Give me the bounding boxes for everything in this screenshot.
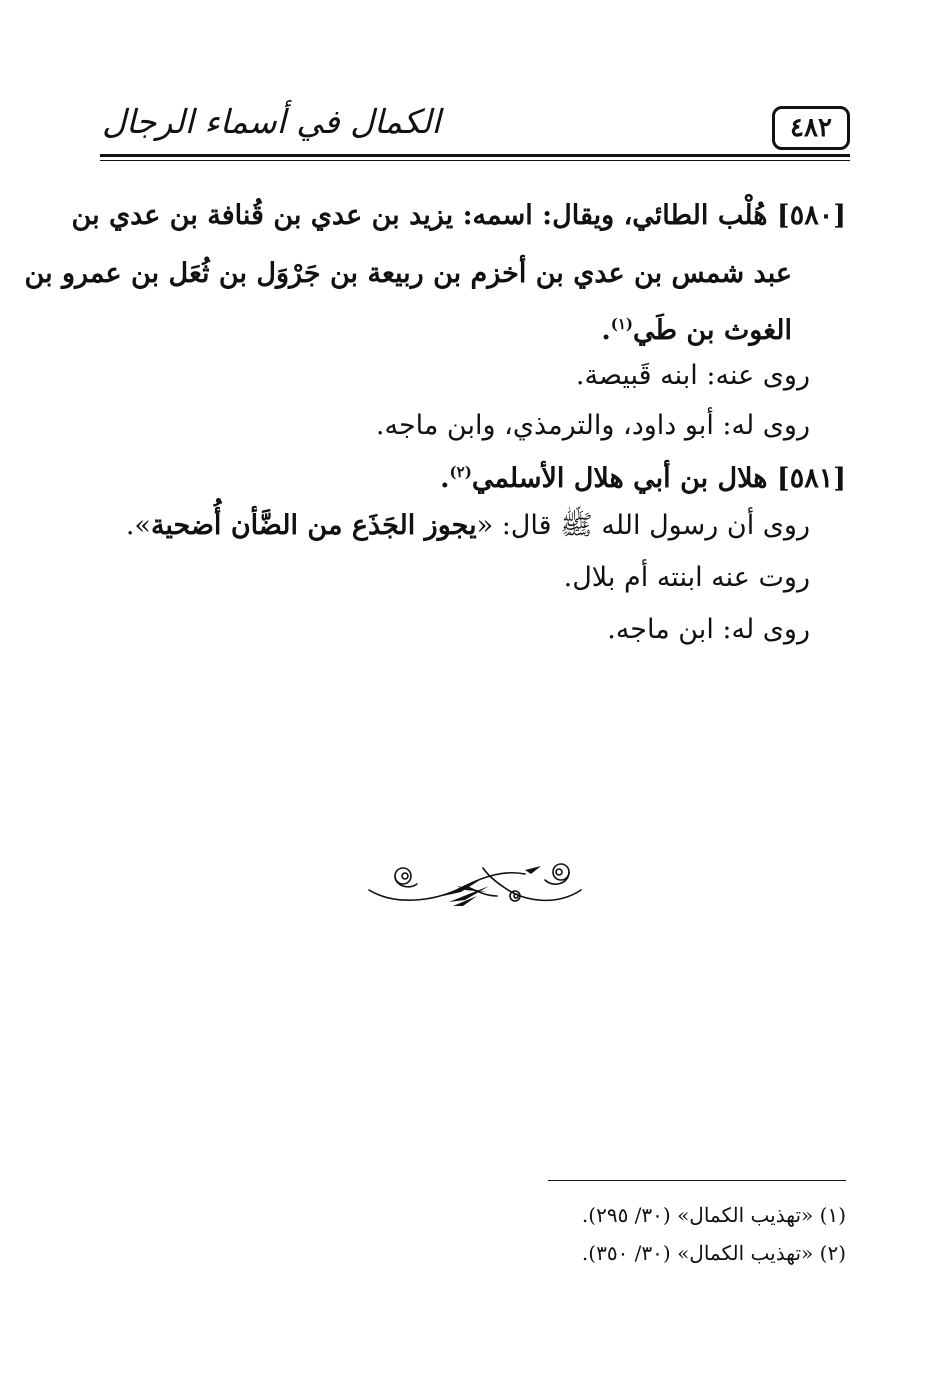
entry-581-narrator-line: روت عنه ابنته أم بلال.	[563, 562, 810, 593]
footnote-ref-1[interactable]: (١)	[610, 315, 634, 333]
entry-581-number: [٥٨١]	[776, 463, 846, 494]
header-rule	[100, 154, 850, 157]
entry-580-heading-text-3: الغوث بن طَي	[633, 315, 792, 346]
header-rule-thin	[100, 160, 850, 161]
entry-581-heading-text: هلال بن أبي هلال الأسلمي	[471, 463, 768, 494]
entry-581-hadith-line	[126, 506, 810, 546]
entry-580-heading-text-1: هُلْب الطائي، ويقال: اسمه: يزيد بن عدي بن قُنافة بن عدي بن	[71, 200, 768, 231]
footnote-1: (١) «تهذيب الكمال» (٣٠/ ٢٩٥).	[581, 1203, 846, 1227]
entry-580-sources-line: روى له: أبو داود، والترمذي، وابن ماجه.	[375, 410, 810, 441]
entry-580-heading-line-1	[71, 196, 846, 236]
floral-divider-icon	[365, 856, 585, 916]
entry-580-number: [٥٨٠]	[776, 200, 846, 231]
page-number: ٤٨٢	[772, 106, 850, 150]
footnote-divider	[548, 1180, 846, 1181]
hadith-prefix: روى أن رسول الله ﷺ قال: «	[476, 510, 810, 541]
entry-581-heading-line: [٥٨١] هلال بن أبي هلال الأسلمي$^{(٢)}$.	[440, 463, 846, 494]
entry-580-heading-line-3: الغوث بن طَي$^{(١)}$.	[601, 315, 792, 346]
entry-580-heading-line-2: عبد شمس بن عدي بن أخزم بن ربيعة بن جَرْوَل بن ثُعَل بن عمرو بن	[24, 258, 792, 289]
entry-580-narrator-line: روى عنه: ابنه قَبيصة.	[575, 360, 810, 391]
book-title: الكمال في أسماء الرجال	[102, 102, 441, 141]
hadith-suffix: ».	[125, 510, 151, 541]
hadith-text: يجوز الجَذَع من الضَّأن أُضحية	[150, 510, 477, 541]
page-header	[100, 98, 850, 160]
footnote-ref-2[interactable]: (٢)	[449, 463, 472, 481]
footnote-2: (٢) «تهذيب الكمال» (٣٠/ ٣٥٠).	[581, 1241, 846, 1265]
entry-581-sources-line: روى له: ابن ماجه.	[607, 614, 810, 645]
